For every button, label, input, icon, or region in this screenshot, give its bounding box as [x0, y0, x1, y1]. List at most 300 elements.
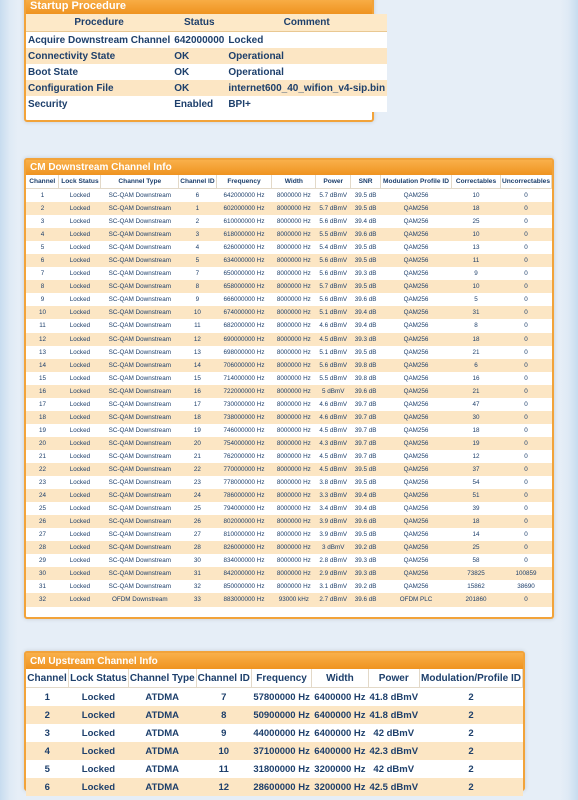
table-cell: 0	[500, 593, 551, 606]
table-cell: QAM256	[381, 515, 452, 528]
table-row	[26, 437, 552, 450]
table-cell: 14	[26, 359, 59, 372]
table-row	[26, 189, 552, 203]
table-row	[26, 48, 387, 64]
table-cell: 626000000 Hz	[216, 241, 272, 254]
table-cell: Locked	[59, 437, 101, 450]
table-cell: 2	[420, 706, 523, 724]
table-cell: 12	[26, 333, 59, 346]
table-row	[26, 385, 552, 398]
table-cell: 5.1 dBmV	[316, 346, 351, 359]
table-cell: 5	[179, 254, 216, 267]
table-cell: 4.5 dBmV	[316, 424, 351, 437]
table-cell: 19	[179, 424, 216, 437]
table-cell: OK	[172, 64, 226, 80]
column-header: Width	[312, 669, 368, 688]
table-cell: 6	[26, 254, 59, 267]
table-cell: 39.4 dB	[351, 215, 381, 228]
table-cell: OK	[172, 48, 226, 64]
table-cell: 8000000 Hz	[272, 554, 316, 567]
table-cell: 746000000 Hz	[216, 424, 272, 437]
table-cell: 8000000 Hz	[272, 267, 316, 280]
table-cell: 0	[500, 528, 551, 541]
table-cell: 14	[452, 528, 501, 541]
table-cell: 5.6 dBmV	[316, 267, 351, 280]
table-cell: 58	[452, 554, 501, 567]
table-cell: Locked	[59, 202, 101, 215]
table-cell: 0	[500, 293, 551, 306]
table-row	[26, 476, 552, 489]
table-cell: 690000000 Hz	[216, 333, 272, 346]
table-cell: 3.3 dBmV	[316, 489, 351, 502]
table-cell: SC-QAM Downstream	[101, 567, 179, 580]
table-cell: Locked	[59, 489, 101, 502]
table-cell: 3.4 dBmV	[316, 502, 351, 515]
table-cell: Locked	[59, 306, 101, 319]
table-cell: 3	[179, 228, 216, 241]
table-cell: 714000000 Hz	[216, 372, 272, 385]
table-cell: 6400000 Hz	[312, 724, 368, 742]
table-cell: 2	[420, 742, 523, 760]
table-cell: 50900000 Hz	[251, 706, 311, 724]
table-cell: 18	[26, 411, 59, 424]
table-cell: QAM256	[381, 424, 452, 437]
table-cell: 5.4 dBmV	[316, 241, 351, 254]
table-cell: 4.5 dBmV	[316, 463, 351, 476]
table-cell: 810000000 Hz	[216, 528, 272, 541]
table-cell: 8000000 Hz	[272, 202, 316, 215]
table-row	[26, 724, 523, 742]
table-cell: QAM256	[381, 541, 452, 554]
table-cell: Locked	[59, 241, 101, 254]
table-cell: Locked	[59, 528, 101, 541]
table-cell: 3 dBmV	[316, 541, 351, 554]
table-cell: 39.6 dB	[351, 228, 381, 241]
table-cell: 5.5 dBmV	[316, 372, 351, 385]
table-cell: Locked	[59, 567, 101, 580]
table-cell: 0	[500, 424, 551, 437]
table-row	[26, 541, 552, 554]
table-cell: Locked	[59, 280, 101, 293]
table-cell: 39.3 dB	[351, 267, 381, 280]
table-cell: 42.3 dBmV	[368, 742, 419, 760]
table-cell: Configuration File	[26, 80, 172, 96]
table-cell: SC-QAM Downstream	[101, 489, 179, 502]
table-cell: QAM256	[381, 215, 452, 228]
table-cell: Security	[26, 96, 172, 112]
table-cell: 39.3 dB	[351, 567, 381, 580]
table-cell: SC-QAM Downstream	[101, 476, 179, 489]
table-cell: 2	[26, 706, 69, 724]
table-cell: QAM256	[381, 189, 452, 203]
table-cell: 31	[452, 306, 501, 319]
table-cell: QAM256	[381, 437, 452, 450]
table-cell: 642000000 Hz	[216, 189, 272, 203]
column-header: Channel	[26, 175, 59, 189]
column-header: Correctables	[452, 175, 501, 189]
table-cell: 8000000 Hz	[272, 346, 316, 359]
table-cell: 0	[500, 241, 551, 254]
table-cell: 0	[500, 463, 551, 476]
table-cell: 842000000 Hz	[216, 567, 272, 580]
table-row	[26, 450, 552, 463]
table-cell: 4.6 dBmV	[316, 319, 351, 332]
startup-procedure-table	[26, 14, 387, 112]
table-cell: 0	[500, 346, 551, 359]
table-cell: 8000000 Hz	[272, 437, 316, 450]
table-row	[26, 688, 523, 707]
table-cell: 13	[26, 346, 59, 359]
table-row	[26, 333, 552, 346]
table-row	[26, 567, 552, 580]
table-cell: QAM256	[381, 267, 452, 280]
table-cell: QAM256	[381, 463, 452, 476]
table-cell: SC-QAM Downstream	[101, 215, 179, 228]
table-cell: 14	[179, 359, 216, 372]
table-cell: 10	[26, 306, 59, 319]
startup-procedure-title: Startup Procedure	[26, 0, 372, 14]
startup-procedure-body	[26, 32, 387, 113]
table-cell: 18	[452, 515, 501, 528]
table-cell: 15	[26, 372, 59, 385]
table-cell: 2	[179, 215, 216, 228]
table-cell: 28600000 Hz	[251, 778, 311, 796]
table-cell: Locked	[59, 333, 101, 346]
column-header: Power	[316, 175, 351, 189]
table-cell: Acquire Downstream Channel	[26, 32, 172, 49]
table-cell: QAM256	[381, 398, 452, 411]
table-cell: 850000000 Hz	[216, 580, 272, 593]
table-cell: 39.5 dB	[351, 202, 381, 215]
table-cell: 22	[26, 463, 59, 476]
table-row	[26, 306, 552, 319]
table-cell: 2.9 dBmV	[316, 567, 351, 580]
column-header: Uncorrectables	[500, 175, 551, 189]
column-header: Modulation/Profile ID	[420, 669, 523, 688]
table-cell: Locked	[69, 706, 129, 724]
table-row	[26, 706, 523, 724]
table-cell: QAM256	[381, 411, 452, 424]
table-cell: SC-QAM Downstream	[101, 293, 179, 306]
column-header: Power	[368, 669, 419, 688]
table-cell: 8000000 Hz	[272, 306, 316, 319]
table-cell: 27	[179, 528, 216, 541]
table-cell: 8	[179, 280, 216, 293]
table-cell: 762000000 Hz	[216, 450, 272, 463]
table-cell: 1	[179, 202, 216, 215]
table-cell: Locked	[226, 32, 387, 49]
table-cell: 39.6 dB	[351, 293, 381, 306]
table-cell: 802000000 Hz	[216, 515, 272, 528]
table-cell: 20	[179, 437, 216, 450]
table-cell: QAM256	[381, 228, 452, 241]
column-header: Frequency	[216, 175, 272, 189]
table-cell: 23	[179, 476, 216, 489]
table-cell: 0	[500, 411, 551, 424]
table-cell: 0	[500, 215, 551, 228]
table-cell: ATDMA	[128, 706, 196, 724]
table-cell: 33	[179, 593, 216, 606]
table-cell: 4.5 dBmV	[316, 333, 351, 346]
table-row	[26, 346, 552, 359]
table-cell: 15	[179, 372, 216, 385]
table-cell: 39.8 dB	[351, 372, 381, 385]
table-cell: 13	[179, 346, 216, 359]
table-cell: 39.7 dB	[351, 398, 381, 411]
table-row	[26, 742, 523, 760]
table-cell: 650000000 Hz	[216, 267, 272, 280]
table-cell: 54	[452, 476, 501, 489]
table-cell: Locked	[59, 541, 101, 554]
table-cell: 1	[26, 189, 59, 203]
table-cell: 5.7 dBmV	[316, 202, 351, 215]
table-row	[26, 398, 552, 411]
table-cell: 21	[452, 385, 501, 398]
table-cell: 19	[26, 424, 59, 437]
downstream-channel-panel	[24, 158, 554, 619]
table-cell: 39.5 dB	[351, 346, 381, 359]
table-cell: 11	[179, 319, 216, 332]
table-cell: SC-QAM Downstream	[101, 580, 179, 593]
table-row	[26, 778, 523, 796]
table-row	[26, 760, 523, 778]
table-cell: 8000000 Hz	[272, 502, 316, 515]
table-cell: 2	[420, 778, 523, 796]
table-cell: 3.9 dBmV	[316, 528, 351, 541]
table-cell: 794000000 Hz	[216, 502, 272, 515]
table-cell: 8000000 Hz	[272, 528, 316, 541]
table-cell: 0	[500, 437, 551, 450]
downstream-channel-title: CM Downstream Channel Info	[26, 160, 552, 175]
table-cell: 44000000 Hz	[251, 724, 311, 742]
table-cell: SC-QAM Downstream	[101, 541, 179, 554]
table-cell: 698000000 Hz	[216, 346, 272, 359]
table-cell: QAM256	[381, 359, 452, 372]
table-cell: Operational	[226, 64, 387, 80]
table-cell: Locked	[59, 346, 101, 359]
table-cell: 8000000 Hz	[272, 463, 316, 476]
table-cell: 12	[452, 450, 501, 463]
table-cell: 0	[500, 541, 551, 554]
table-cell: 8000000 Hz	[272, 411, 316, 424]
table-cell: 0	[500, 502, 551, 515]
table-cell: 1	[26, 688, 69, 707]
table-cell: SC-QAM Downstream	[101, 228, 179, 241]
table-cell: 41.8 dBmV	[368, 688, 419, 707]
table-row	[26, 32, 387, 49]
table-cell: 39	[452, 502, 501, 515]
table-cell: Locked	[59, 593, 101, 606]
table-row	[26, 280, 552, 293]
table-cell: 16	[26, 385, 59, 398]
column-header: Frequency	[251, 669, 311, 688]
table-cell: 39.8 dB	[351, 359, 381, 372]
table-cell: 0	[500, 476, 551, 489]
table-cell: Locked	[59, 463, 101, 476]
column-header: Lock Status	[69, 669, 129, 688]
table-cell: 5	[452, 293, 501, 306]
table-cell: QAM256	[381, 319, 452, 332]
table-cell: QAM256	[381, 476, 452, 489]
table-cell: ATDMA	[128, 778, 196, 796]
table-cell: SC-QAM Downstream	[101, 254, 179, 267]
table-cell: SC-QAM Downstream	[101, 424, 179, 437]
table-cell: 47	[452, 398, 501, 411]
table-cell: 12	[196, 778, 251, 796]
table-cell: 674000000 Hz	[216, 306, 272, 319]
table-cell: 8000000 Hz	[272, 515, 316, 528]
table-cell: 682000000 Hz	[216, 319, 272, 332]
table-cell: Locked	[59, 359, 101, 372]
column-header: Channel Type	[101, 175, 179, 189]
table-cell: 5.6 dBmV	[316, 359, 351, 372]
table-cell: Locked	[59, 502, 101, 515]
table-cell: 0	[500, 280, 551, 293]
table-cell: 39.3 dB	[351, 333, 381, 346]
table-cell: SC-QAM Downstream	[101, 385, 179, 398]
table-cell: 6	[26, 778, 69, 796]
table-cell: Locked	[59, 580, 101, 593]
table-cell: 31	[179, 567, 216, 580]
table-cell: 4.5 dBmV	[316, 450, 351, 463]
table-cell: 0	[500, 372, 551, 385]
table-cell: QAM256	[381, 346, 452, 359]
table-cell: 39.6 dB	[351, 593, 381, 606]
table-cell: 4	[26, 742, 69, 760]
table-cell: 28	[179, 541, 216, 554]
table-cell: 0	[500, 254, 551, 267]
table-cell: ATDMA	[128, 742, 196, 760]
table-header-row	[26, 175, 552, 189]
table-cell: 10	[452, 189, 501, 203]
table-cell: 29	[26, 554, 59, 567]
upstream-channel-table	[26, 669, 523, 796]
table-cell: 13	[452, 241, 501, 254]
table-cell: 15862	[452, 580, 501, 593]
table-cell: 39.7 dB	[351, 411, 381, 424]
table-cell: Locked	[59, 372, 101, 385]
table-cell: Connectivity State	[26, 48, 172, 64]
table-cell: 10	[452, 228, 501, 241]
table-cell: 26	[26, 515, 59, 528]
table-cell: 7	[196, 688, 251, 707]
table-cell: 42 dBmV	[368, 760, 419, 778]
table-cell: internet600_40_wifion_v4-sip.bin	[226, 80, 387, 96]
table-row	[26, 241, 552, 254]
table-cell: 0	[500, 333, 551, 346]
table-cell: SC-QAM Downstream	[101, 189, 179, 203]
table-cell: 8	[452, 319, 501, 332]
table-cell: 8000000 Hz	[272, 567, 316, 580]
table-cell: SC-QAM Downstream	[101, 554, 179, 567]
startup-procedure-panel	[24, 0, 386, 122]
table-cell: 4.3 dBmV	[316, 437, 351, 450]
column-header: Status	[172, 14, 226, 32]
table-cell: SC-QAM Downstream	[101, 267, 179, 280]
table-cell: 3	[26, 215, 59, 228]
table-cell: 5.6 dBmV	[316, 215, 351, 228]
table-cell: 18	[452, 333, 501, 346]
table-cell: 31	[26, 580, 59, 593]
table-cell: 0	[500, 228, 551, 241]
table-cell: QAM256	[381, 450, 452, 463]
table-cell: 21	[26, 450, 59, 463]
table-cell: Locked	[59, 228, 101, 241]
table-cell: 0	[500, 202, 551, 215]
table-cell: 3.9 dBmV	[316, 515, 351, 528]
table-cell: 25	[452, 215, 501, 228]
table-cell: 39.5 dB	[351, 254, 381, 267]
table-cell: 39.5 dB	[351, 476, 381, 489]
table-cell: 4.6 dBmV	[316, 411, 351, 424]
table-cell: 754000000 Hz	[216, 437, 272, 450]
table-row	[26, 254, 552, 267]
column-header: Channel Type	[128, 669, 196, 688]
table-cell: SC-QAM Downstream	[101, 515, 179, 528]
table-cell: 10	[452, 280, 501, 293]
table-cell: 610000000 Hz	[216, 215, 272, 228]
table-cell: QAM256	[381, 528, 452, 541]
table-cell: 8000000 Hz	[272, 280, 316, 293]
table-cell: 7	[26, 267, 59, 280]
upstream-channel-title: CM Upstream Channel Info	[26, 653, 523, 669]
table-cell: 19	[452, 437, 501, 450]
table-cell: QAM256	[381, 254, 452, 267]
table-cell: 4.6 dBmV	[316, 398, 351, 411]
table-cell: SC-QAM Downstream	[101, 411, 179, 424]
table-cell: 0	[500, 306, 551, 319]
table-cell: 25	[452, 541, 501, 554]
table-cell: 2.7 dBmV	[316, 593, 351, 606]
table-cell: 0	[500, 398, 551, 411]
table-cell: 39.5 dB	[351, 463, 381, 476]
table-cell: SC-QAM Downstream	[101, 463, 179, 476]
table-cell: 770000000 Hz	[216, 463, 272, 476]
table-row	[26, 64, 387, 80]
table-cell: 2.8 dBmV	[316, 554, 351, 567]
table-cell: OFDM Downstream	[101, 593, 179, 606]
table-cell: 8000000 Hz	[272, 580, 316, 593]
table-cell: 8000000 Hz	[272, 254, 316, 267]
downstream-channel-body	[26, 189, 552, 607]
table-cell: QAM256	[381, 306, 452, 319]
table-row	[26, 359, 552, 372]
table-row	[26, 293, 552, 306]
table-cell: 39.5 dB	[351, 528, 381, 541]
table-cell: 32	[179, 580, 216, 593]
table-cell: Locked	[59, 293, 101, 306]
table-cell: 39.7 dB	[351, 437, 381, 450]
table-cell: 39.4 dB	[351, 489, 381, 502]
table-cell: Locked	[59, 450, 101, 463]
table-row	[26, 554, 552, 567]
table-row	[26, 515, 552, 528]
table-cell: QAM256	[381, 502, 452, 515]
table-cell: 25	[179, 502, 216, 515]
table-cell: 883000000 Hz	[216, 593, 272, 606]
table-cell: 8000000 Hz	[272, 385, 316, 398]
table-row	[26, 593, 552, 606]
table-cell: 8000000 Hz	[272, 241, 316, 254]
table-cell: 0	[500, 267, 551, 280]
table-cell: QAM256	[381, 241, 452, 254]
table-cell: 2	[26, 202, 59, 215]
table-cell: 0	[500, 450, 551, 463]
table-cell: ATDMA	[128, 688, 196, 707]
table-cell: Locked	[59, 385, 101, 398]
table-cell: 39.4 dB	[351, 502, 381, 515]
table-cell: 17	[179, 398, 216, 411]
